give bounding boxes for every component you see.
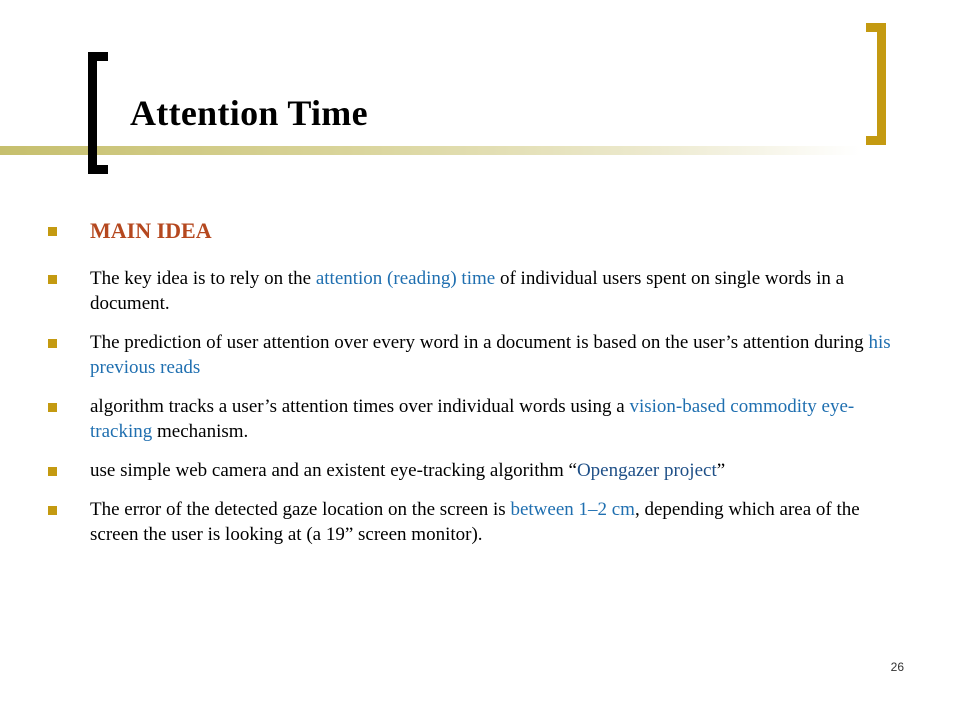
square-bullet-icon [48,506,57,515]
bullet-text: use simple web camera and an existent eye-tracking algorithm “ [90,460,577,481]
bullet-text: of individual users spent on single words in a document. [90,268,845,314]
heading-text: MAIN IDEA [90,218,212,243]
square-bullet-icon [48,467,57,476]
bullet-item-2 [48,330,896,380]
highlighted-text: attention (reading) time [315,268,496,289]
bullet-text: mechanism. [152,421,249,442]
slide-title: Attention Time [130,93,368,133]
bullet-text: The error of the detected gaze location on the screen is [90,499,511,520]
page-number: 26 [890,660,904,674]
title-underline-bar [0,146,860,155]
bullet-item-4 [48,458,896,483]
bullet-text: The key idea is to rely on the [90,268,316,289]
left-bracket-decoration [88,52,108,174]
bullet-text: algorithm tracks a user’s attention times over individual words using a [90,396,630,417]
square-bullet-icon [48,339,57,348]
highlighted-text: his previous reads [90,332,891,378]
highlighted-text: Opengazer project [576,460,717,481]
square-bullet-icon [48,275,57,284]
bullet-item-3 [48,394,896,444]
highlighted-text: between 1–2 cm [510,499,635,520]
right-bracket-decoration [866,23,886,145]
bullet-text: The prediction of user attention over every word in a document is based on the user’s attention during [90,332,869,353]
square-bullet-icon [48,403,57,412]
bullet-item-5 [48,497,896,547]
square-bullet-icon [48,227,57,236]
bullet-item-1 [48,266,896,316]
bullet-text: ” [716,460,726,481]
slide-body [48,210,896,561]
main-idea-heading [48,210,896,252]
highlighted-text: vision-based commodity eye-tracking [90,396,855,442]
bullet-text: , depending which area of the screen the user is looking at (a 19” screen monitor). [90,499,860,545]
